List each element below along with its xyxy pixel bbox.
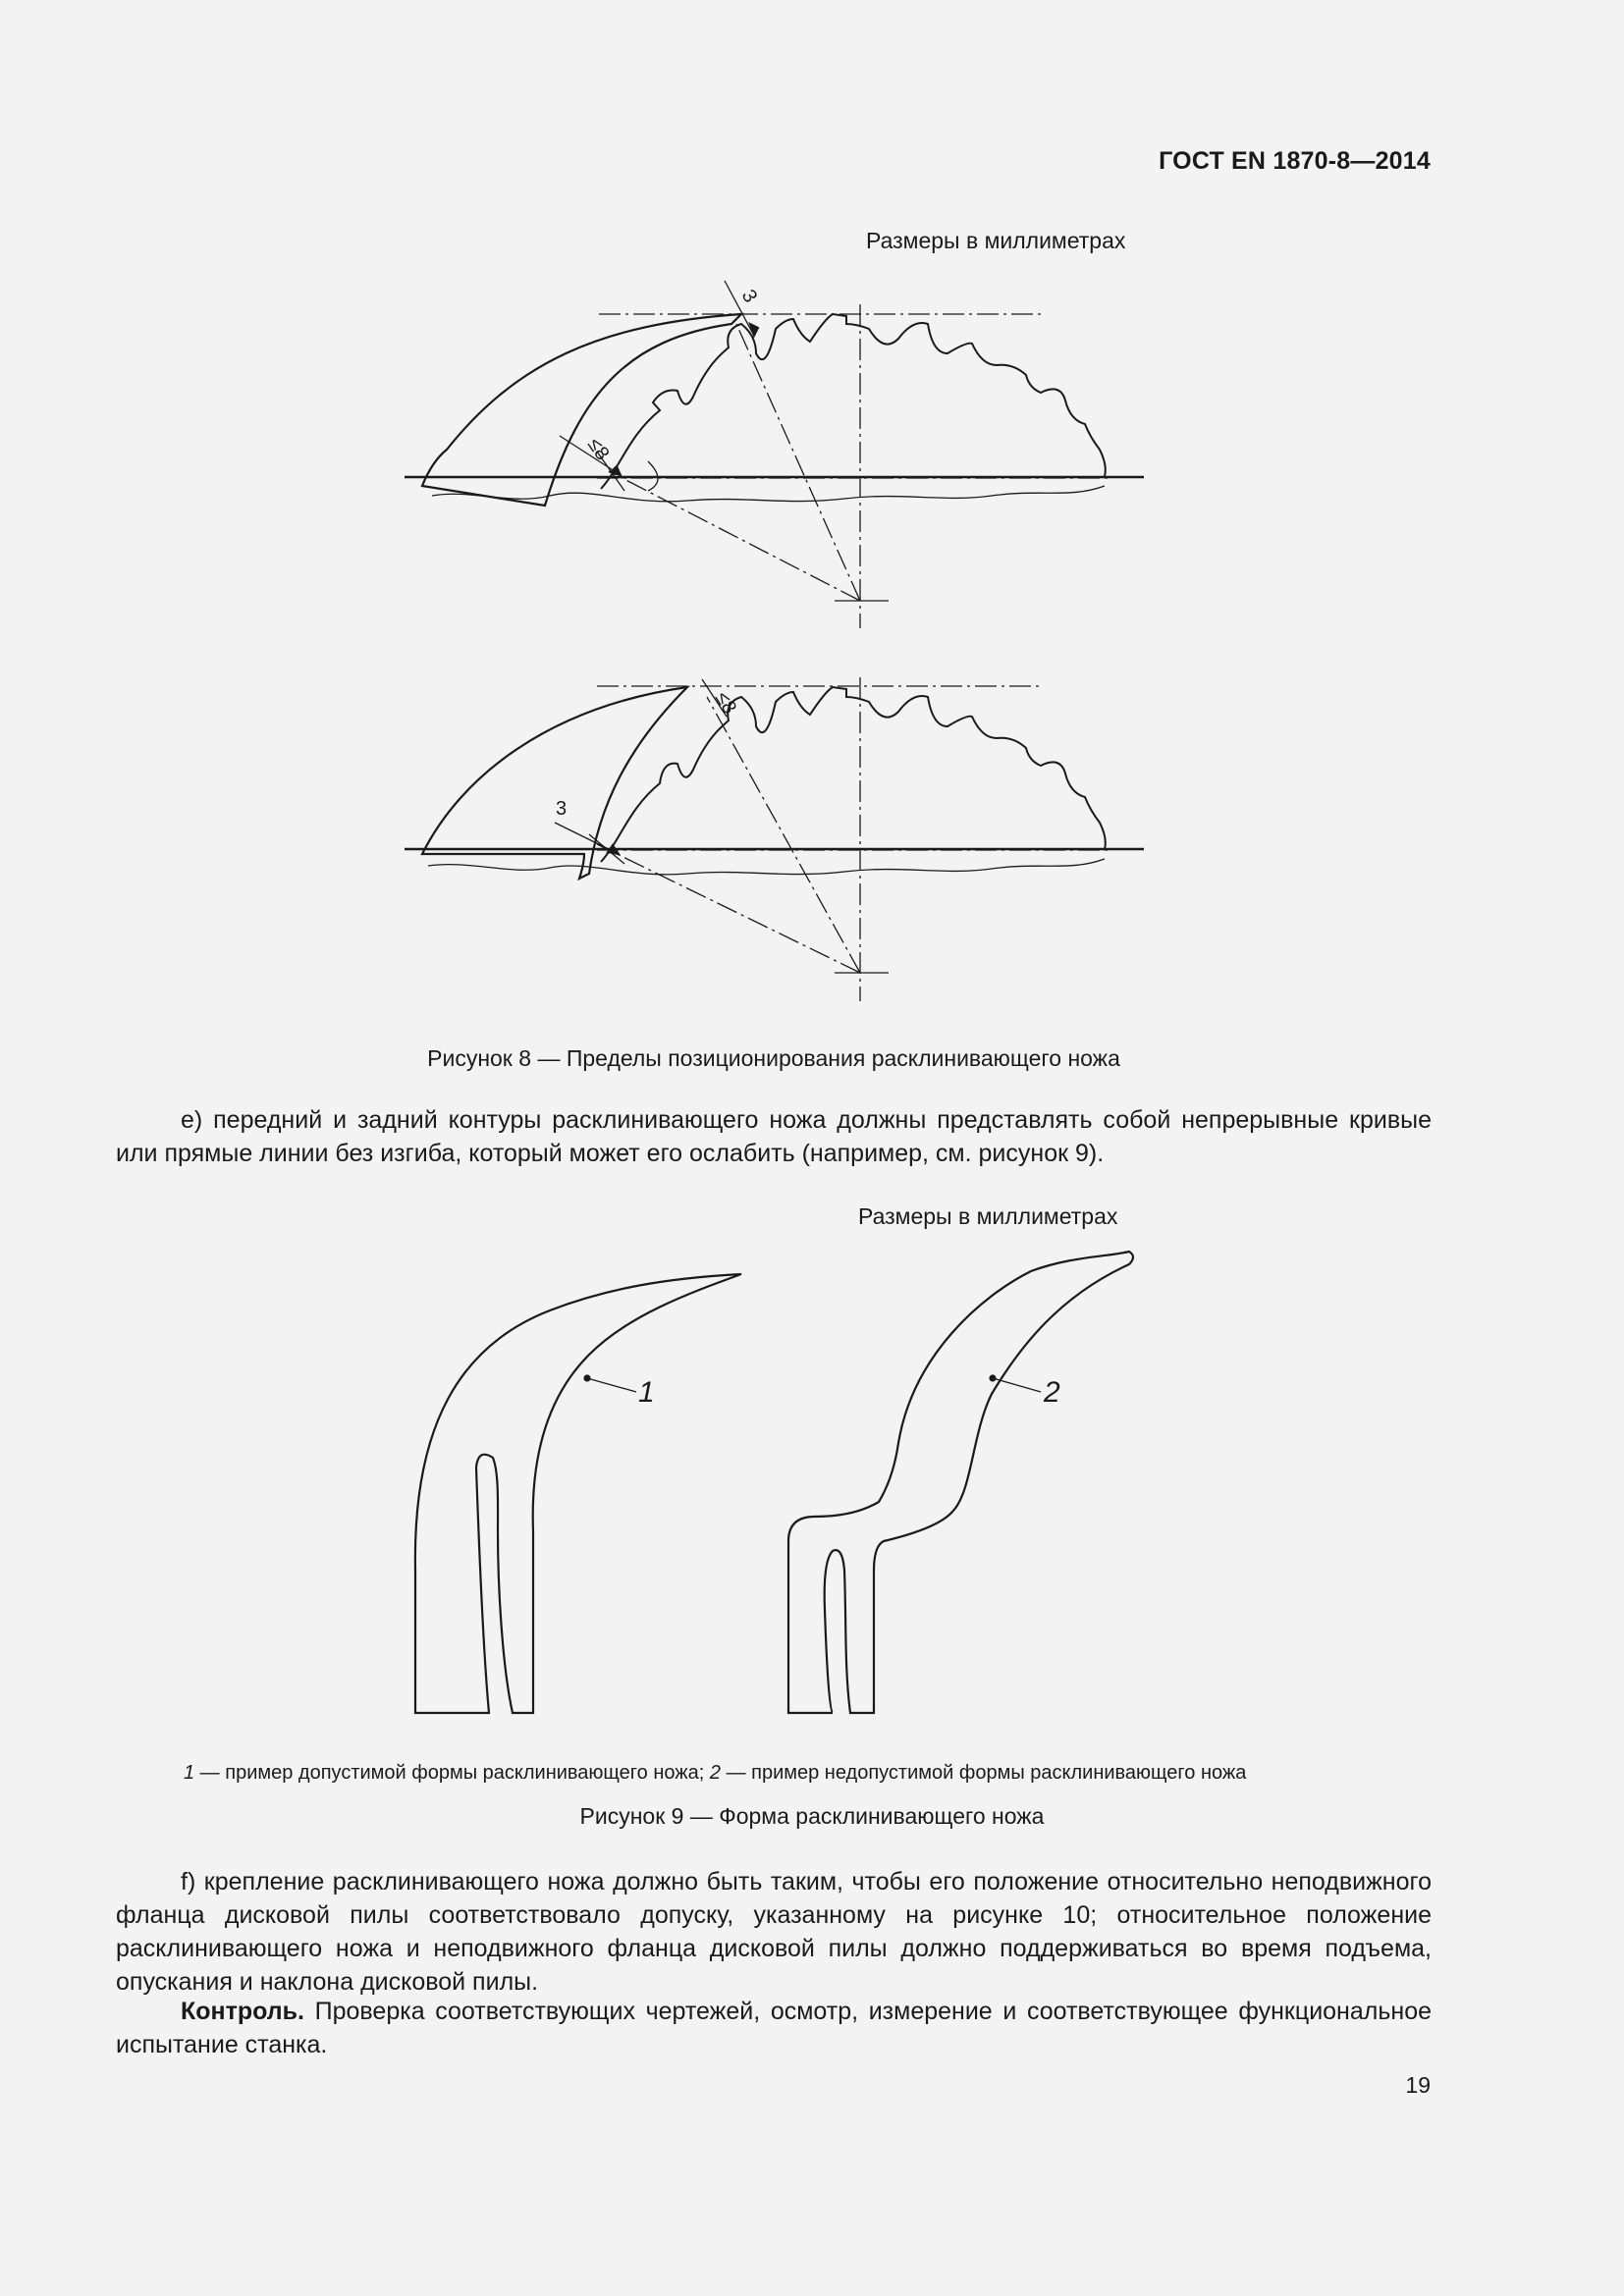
figure8-units-note: Размеры в миллиметрах xyxy=(866,228,1126,253)
paragraph-f xyxy=(116,1865,1432,1999)
figure9-caption: Рисунок 9 — Форма расклинивающего ножа xyxy=(579,1803,1045,1829)
fig8-bottom-dim-b: 3 xyxy=(556,798,568,820)
control-paragraph xyxy=(116,1995,1432,2061)
figure9-units-note: Размеры в миллиметрах xyxy=(858,1203,1118,1229)
control-text: Проверка соответствующих чертежей, осмотр, измерение и соответствующее функциональное испытание станка. xyxy=(116,1998,1432,2058)
page-number: 19 xyxy=(1405,2072,1431,2098)
document-header: ГОСТ EN 1870-8—2014 xyxy=(1159,147,1431,175)
figure9-legend xyxy=(184,1762,1246,1785)
figure9-callout-2: 2 xyxy=(1044,1376,1060,1409)
legend-number-1: 1 xyxy=(184,1762,195,1784)
control-label: Контроль. xyxy=(181,1998,304,2025)
figure8-caption: Рисунок 8 — Пределы позиционирования расклинивающего ножа xyxy=(427,1045,1120,1071)
paragraph-f-text: f) крепление расклинивающего ножа должно быть таким, чтобы его положение относительно неподвижного фланца дисковой пилы соответствовало допуску, указанному на рисунке 10; относительное положение расклинивающего ножа и неподвижного фланца дисковой пилы должно поддерживаться во время подъема, опускания и наклона дисковой пилы. xyxy=(116,1868,1432,1996)
legend-text-2: — пример недопустимой формы расклинивающего ножа xyxy=(721,1762,1247,1784)
legend-text-1: — пример допустимой формы расклинивающего ножа; xyxy=(194,1762,710,1784)
fig8-top-dim-a: 3 xyxy=(736,286,762,307)
legend-number-2: 2 xyxy=(709,1762,722,1784)
fig8-bottom-dim-a: ≤8 xyxy=(710,687,741,719)
paragraph-e-text: e) передний и задний контуры расклинивающего ножа должны представлять собой непрерывные кривые или прямые линии без изгиба, который может его ослабить (например, см. рисунок 9). xyxy=(116,1106,1432,1167)
figure9-callout-1: 1 xyxy=(638,1376,655,1409)
fig8-top-dim-b: ≤8 xyxy=(582,434,614,464)
